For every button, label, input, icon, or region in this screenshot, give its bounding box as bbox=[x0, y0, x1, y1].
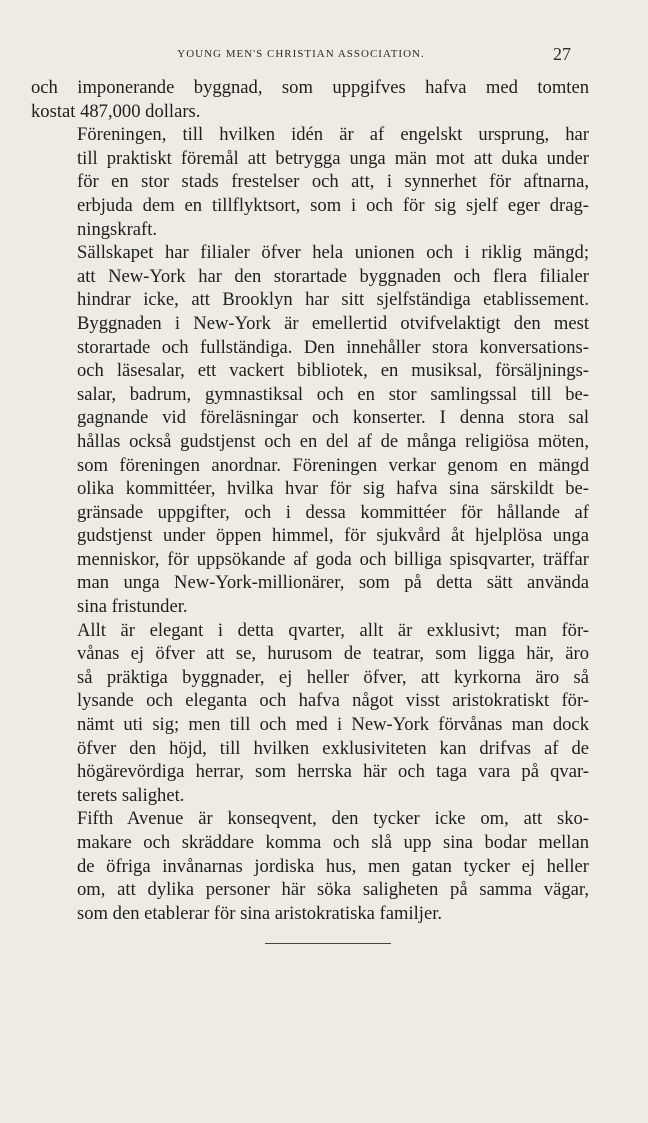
text-line: Föreningen, till hvilken idén är af engelskt ursprung, har bbox=[77, 124, 589, 146]
text-line: så präktiga byggnader, ej heller öfver, att kyrkorna äro så bbox=[77, 666, 589, 688]
text-line: de öfriga invånarnas jordiska hus, men gatan tycker ej heller bbox=[77, 855, 589, 877]
text-line: hindrar icke, att Brooklyn har sitt sjelfständiga etablissement. bbox=[77, 289, 589, 311]
text-line: storartade och fullständiga. Den innehåller stora konversations- bbox=[77, 336, 589, 358]
section-divider bbox=[265, 943, 391, 944]
text-line: att New-York har den storartade byggnaden och flera filialer bbox=[77, 265, 589, 287]
text-line: och läsesalar, ett vackert bibliotek, en musiksal, försäljnings- bbox=[77, 360, 589, 382]
text-line: lysande och eleganta och hafva något visst aristokratiskt för- bbox=[77, 690, 589, 712]
text-line: gränsade uppgifter, och i dessa kommittéer för hållande af bbox=[77, 501, 589, 523]
text-line: hållas också gudstjenst och en del af de många religiösa möten, bbox=[77, 430, 589, 452]
text-line: Byggnaden i New-York är emellertid otvifvelaktigt den mest bbox=[77, 312, 589, 334]
paragraph bbox=[31, 241, 589, 619]
text-line: som föreningen anordnar. Föreningen verkar genom en mängd bbox=[77, 454, 589, 476]
text-line: Allt är elegant i detta qvarter, allt är exklusivt; man för- bbox=[77, 619, 589, 641]
text-line: och imponerande byggnad, som uppgifves hafva med tomten bbox=[31, 77, 589, 98]
text-line: terets salighet. bbox=[77, 784, 185, 806]
paragraph bbox=[31, 123, 589, 241]
text-line: menniskor, för uppsökande af goda och billiga spisqvarter, träffar bbox=[77, 548, 589, 570]
text-line: salar, badrum, gymnastiksal och en stor samlingssal till be- bbox=[77, 383, 589, 405]
text-line: för en stor stads frestelser och att, i synnerhet för aftnarna, bbox=[77, 171, 589, 193]
text-line: kostat 487,000 dollars. bbox=[31, 100, 201, 122]
text-line: nämt uti sig; men till och med i New-York förvånas man dock bbox=[77, 714, 589, 736]
text-line: man unga New-York-millionärer, som på detta sätt använda bbox=[77, 572, 589, 594]
text-line: öfver den höjd, till hvilken exklusiviteten kan drifvas af de bbox=[77, 737, 589, 759]
text-line: som den etablerar för sina aristokratiska familjer. bbox=[77, 902, 443, 924]
text-line: sina fristunder. bbox=[77, 596, 188, 618]
page-header bbox=[31, 44, 571, 68]
paragraph bbox=[31, 76, 589, 123]
text-line: gudstjenst under öppen himmel, för sjukvård åt hjelplösa unga bbox=[77, 525, 589, 547]
text-line: makare och skräddare komma och slå upp sina bodar mellan bbox=[77, 832, 589, 853]
text-line: Fifth Avenue är konseqvent, den tycker icke om, att sko- bbox=[77, 808, 589, 830]
text-line: olika kommittéer, hvilka hvar för sig hafva sina särskildt be- bbox=[77, 478, 589, 500]
paragraph bbox=[31, 619, 589, 808]
running-title: YOUNG MEN'S CHRISTIAN ASSOCIATION. bbox=[177, 48, 425, 60]
body-text bbox=[31, 76, 589, 925]
text-line: högärevördiga herrar, som herrska här och taga vara på qvar- bbox=[77, 761, 589, 783]
text-line: om, att dylika personer här söka saligheten på samma vägar, bbox=[77, 879, 589, 901]
text-line: Sällskapet har filialer öfver hela unionen och i riklig mängd; bbox=[77, 242, 589, 264]
text-line: ningskraft. bbox=[77, 218, 158, 240]
text-line: vånas ej öfver att se, hurusom de teatrar, som ligga här, äro bbox=[77, 643, 589, 665]
text-line: gagnande vid föreläsningar och konserter. I denna stora sal bbox=[77, 407, 589, 429]
paragraph bbox=[31, 807, 589, 925]
text-line: till praktiskt föremål att betrygga unga män mot att duka under bbox=[77, 147, 589, 169]
text-line: erbjuda dem en tillflyktsort, som i och för sig sjelf eger drag- bbox=[77, 194, 589, 216]
page-number: 27 bbox=[553, 44, 571, 64]
